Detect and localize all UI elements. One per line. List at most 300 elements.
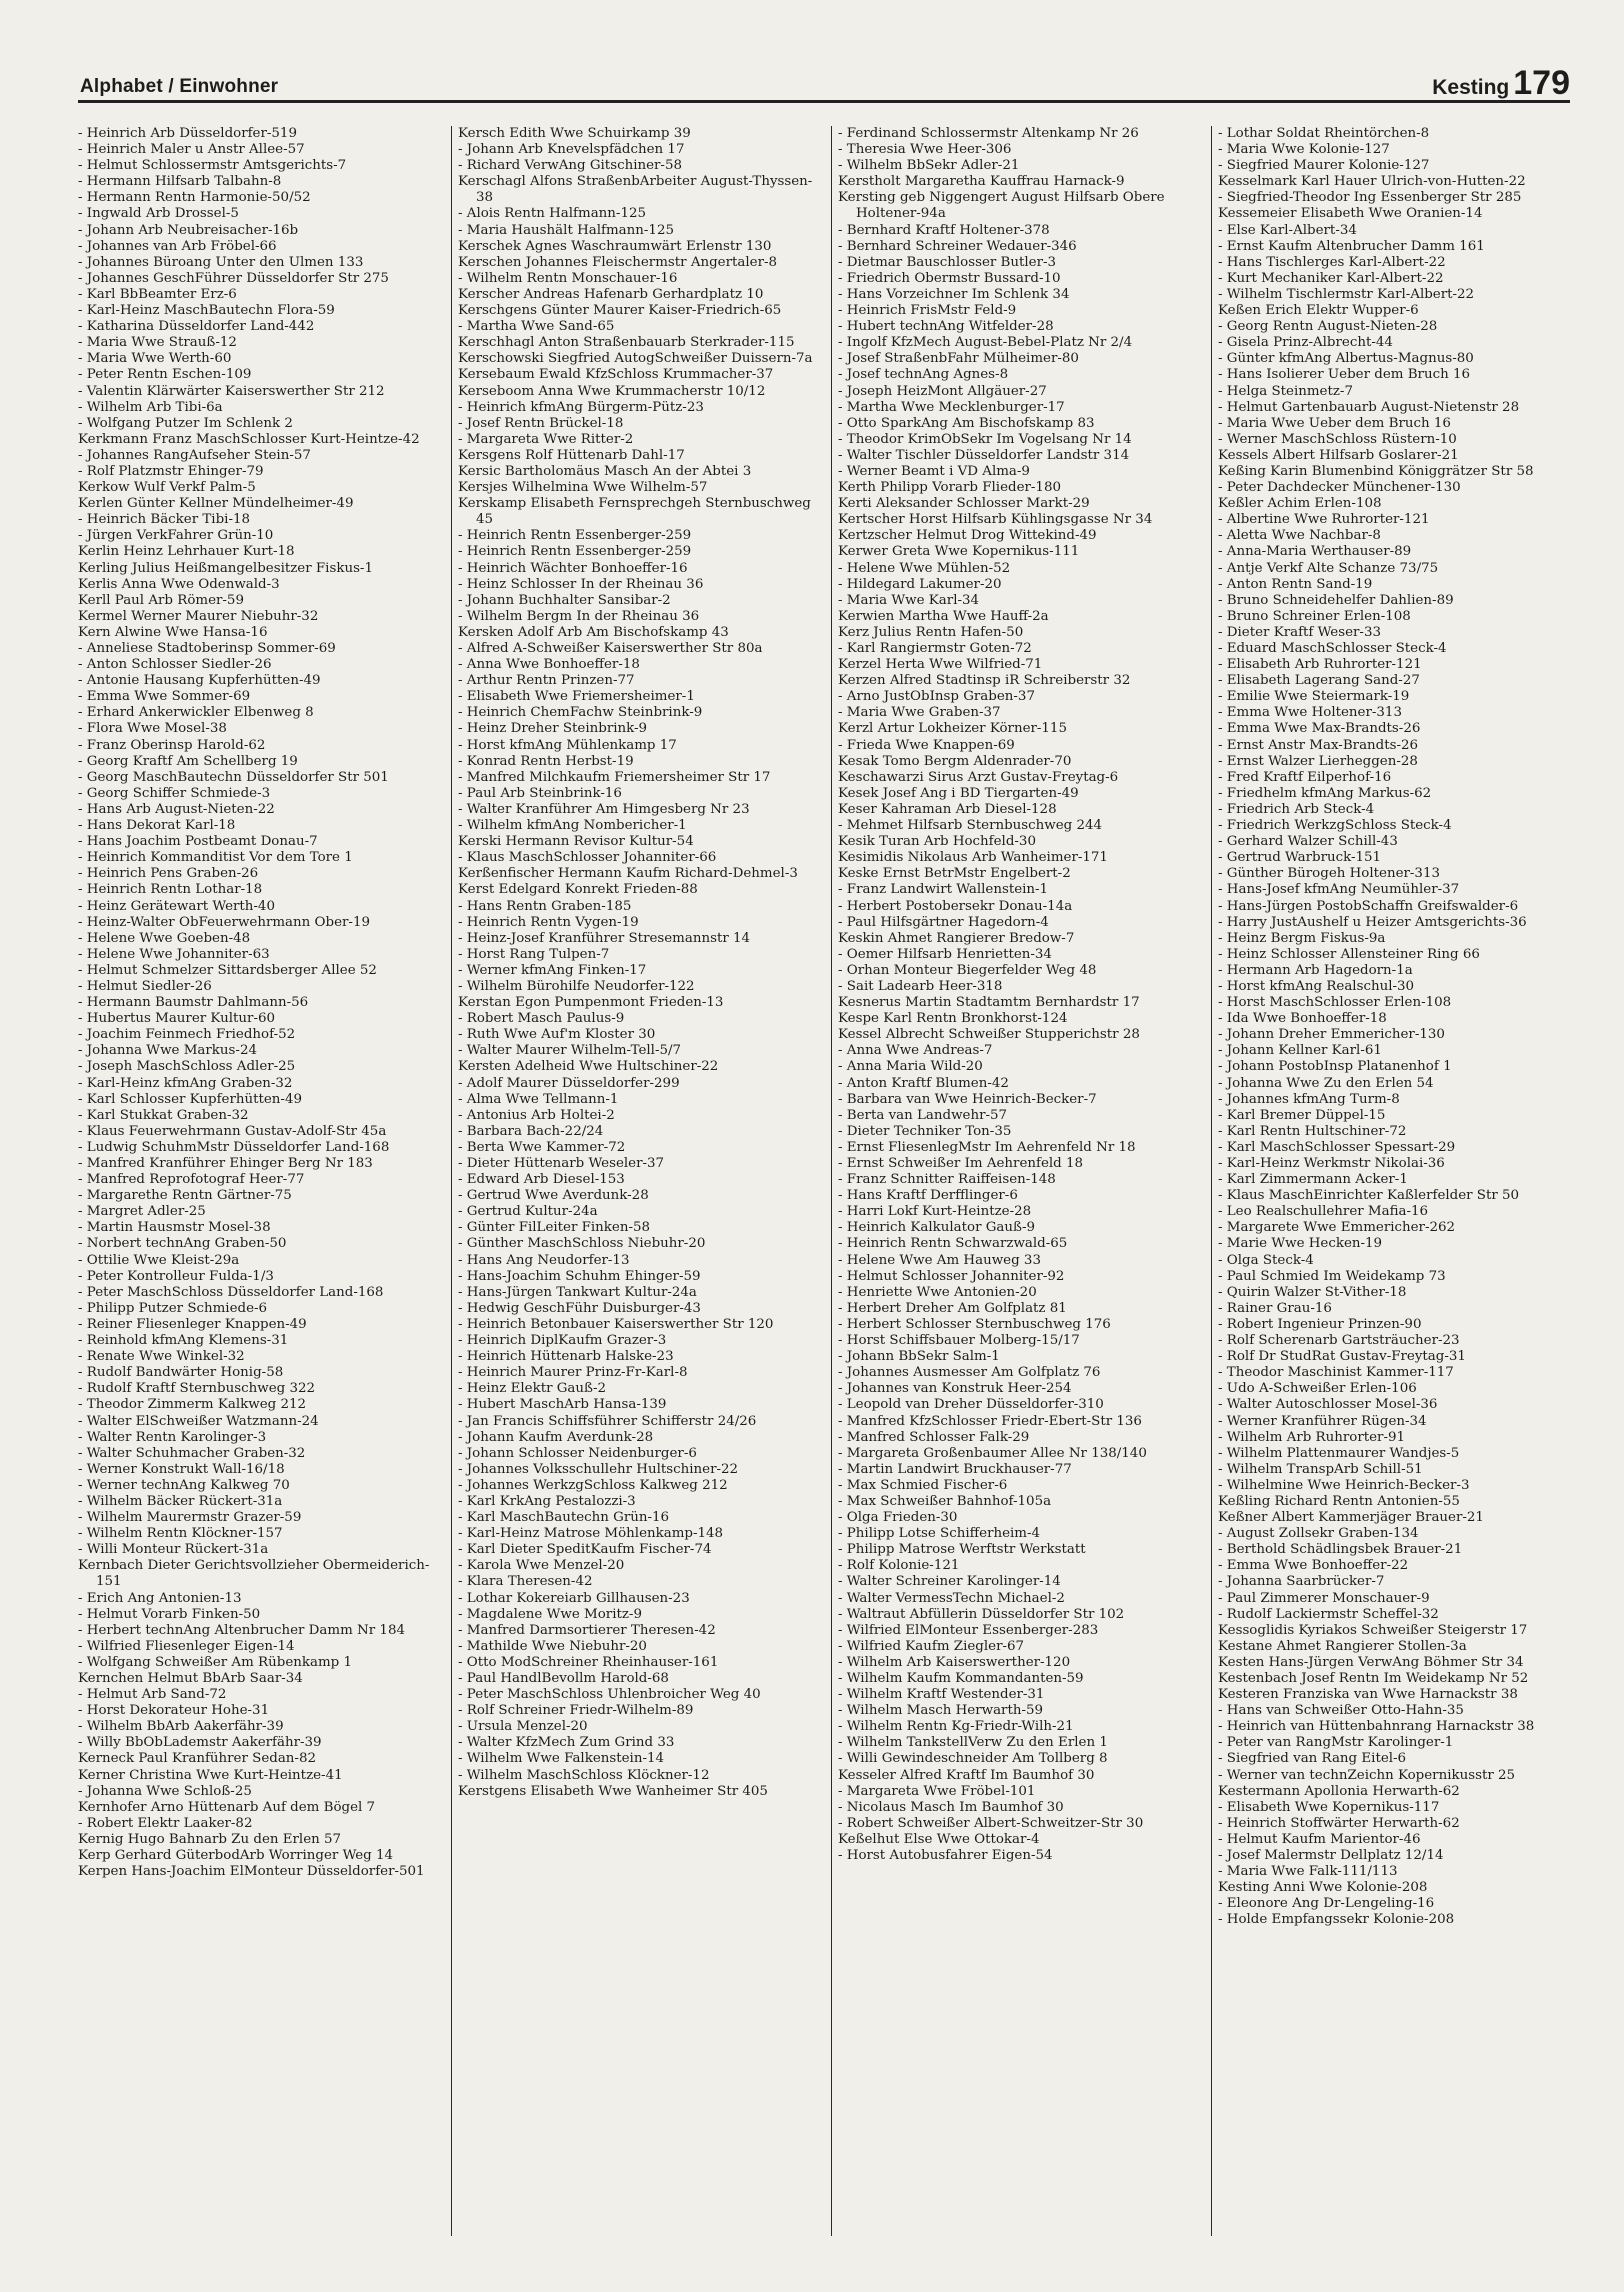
directory-entry: - Paul HandlBevollm Harold-68: [458, 1671, 669, 1686]
directory-entry: - Bernhard Schreiner Wedauer-346: [838, 238, 1077, 254]
directory-entry: Keßen Erich Elektr Wupper-6: [1218, 303, 1419, 319]
directory-entry: - Rolf Kolonie-121: [838, 1558, 960, 1574]
directory-entry: - Ludwig SchuhmMstr Düsseldorfer Land-168: [78, 1139, 390, 1155]
directory-entry: - Walter Tischler Düsseldorfer Landstr 314: [838, 447, 1130, 463]
directory-entry: - Johanna Saarbrücker-7: [1218, 1574, 1385, 1590]
directory-entry: - Wilhelm Bergm In der Rheinau 36: [458, 608, 700, 624]
directory-entry: - Heinrich Wächter Bonhoeffer-16: [458, 560, 688, 576]
directory-entry: - Anna Wwe Bonhoeffer-18: [458, 657, 640, 673]
directory-entry: Kesselmark Karl Hauer Ulrich-von-Hutten-22: [1218, 174, 1526, 190]
directory-entry: - Günther MaschSchloss Niebuhr-20: [458, 1236, 706, 1252]
directory-entry: - Elisabeth Lagerang Sand-27: [1218, 673, 1420, 689]
directory-entry: - Elisabeth Arb Ruhrorter-121: [1218, 657, 1422, 673]
directory-entry: - Johann Kellner Karl-61: [1218, 1043, 1382, 1059]
directory-entry: - Wilhelm Plattenmaurer Wandjes-5: [1218, 1445, 1460, 1461]
directory-entry: - Wilhelm TranspArb Schill-51: [1218, 1461, 1423, 1477]
column-4: [1218, 126, 1586, 2236]
directory-entry: - Joachim Feinmech Friedhof-52: [78, 1027, 296, 1043]
directory-entry: - Werner MaschSchloss Rüstern-10: [1218, 431, 1457, 447]
directory-entry: Kern Alwine Wwe Hansa-16: [78, 624, 268, 640]
directory-entry: - Barbara Bach-22/24: [458, 1123, 604, 1139]
directory-entry: - Maria Wwe Karl-34: [838, 592, 980, 608]
directory-entry: Keske Ernst BetrMstr Engelbert-2: [838, 866, 1071, 882]
directory-entry: Kersken Adolf Arb Am Bischofskamp 43: [458, 624, 729, 640]
directory-entry: - Wilfried Fliesenleger Eigen-14: [78, 1638, 295, 1654]
directory-entry: - Max Schweißer Bahnhof-105a: [838, 1493, 1052, 1509]
directory-entry: - Margareta Wwe Fröbel-101: [838, 1783, 1036, 1799]
directory-entry: Keßner Albert Kammerjäger Brauer-21: [1218, 1510, 1484, 1526]
directory-entry: Kesting Anni Wwe Kolonie-208: [1218, 1880, 1428, 1896]
directory-entry: - Otto ModSchreiner Rheinhauser-161: [458, 1654, 719, 1670]
directory-entry: - Hans Ang Neudorfer-13: [458, 1252, 630, 1268]
directory-entry: Keßler Achim Erlen-108: [1218, 496, 1382, 512]
directory-entry: - Werner Kranführer Rügen-34: [1218, 1413, 1427, 1429]
directory-entry: - Friedrich Obermstr Bussard-10: [838, 270, 1061, 286]
directory-entry: Kerskamp Elisabeth Fernsprechgeh Sternbuschweg 45: [458, 496, 811, 528]
directory-entry: - Bruno Schreiner Erlen-108: [1218, 608, 1411, 624]
directory-entry: - Heinz-Josef Kranführer Stresemannstr 14: [458, 930, 751, 946]
directory-entry: - Helga Steinmetz-7: [1218, 383, 1353, 399]
directory-entry: Kesak Tomo Bergm Aldenrader-70: [838, 753, 1072, 769]
directory-entry: - Johannes GeschFührer Düsseldorfer Str 275: [78, 270, 389, 286]
directory-entry: - Katharina Düsseldorfer Land-442: [78, 319, 315, 335]
directory-entry: - Wilhelm MaschSchloss Klöckner-12: [458, 1767, 710, 1783]
directory-entry: - Theodor KrimObSekr Im Vogelsang Nr 14: [838, 431, 1132, 447]
directory-entry: Kerski Hermann Revisor Kultur-54: [458, 834, 694, 850]
directory-entry: - Peter Rentn Eschen-109: [78, 367, 252, 383]
directory-entry: - Robert Ingenieur Prinzen-90: [1218, 1316, 1422, 1332]
directory-entry: - Wilhelm Masch Herwarth-59: [838, 1703, 1044, 1719]
directory-entry: - Wilhelm Rentn Klöckner-157: [78, 1526, 283, 1542]
directory-entry: - Helmut Schmelzer Sittardsberger Allee 52: [78, 962, 377, 978]
directory-entry: - Jürgen VerkFahrer Grün-10: [78, 528, 274, 544]
directory-entry: - Manfred Milchkaufm Friemersheimer Str 17: [458, 769, 771, 785]
directory-entry: - Heinz Schlosser In der Rheinau 36: [458, 576, 704, 592]
directory-entry: Kerschhagl Anton Straßenbauarb Sterkrader-115: [458, 335, 795, 351]
directory-entry: - Hans Vorzeichner Im Schlenk 34: [838, 286, 1070, 302]
directory-entry: - Wilfried Kaufm Ziegler-67: [838, 1638, 1025, 1654]
directory-entry: - Dieter Hüttenarb Weseler-37: [458, 1156, 665, 1171]
directory-entry: - Wilhelm Rentn Kg-Friedr-Wilh-21: [838, 1719, 1074, 1735]
directory-entry: - Bernhard Kraftf Holtener-378: [838, 222, 1050, 238]
directory-columns: [78, 126, 1570, 2246]
directory-entry: - Henriette Wwe Antonien-20: [838, 1284, 1037, 1300]
directory-entry: - Günter kfmAng Albertus-Magnus-80: [1218, 351, 1474, 367]
directory-entry: - Wilhelm Kaufm Kommandanten-59: [838, 1671, 1084, 1686]
directory-entry: Kerll Paul Arb Römer-59: [78, 592, 244, 608]
directory-entry: - Horst kfmAng Realschul-30: [1218, 978, 1415, 994]
directory-entry: - Margret Adler-25: [78, 1204, 206, 1220]
directory-entry: - Heinrich Rentn Schwarzwald-65: [838, 1236, 1068, 1252]
directory-entry: Kerlin Heinz Lehrhauer Kurt-18: [78, 544, 295, 560]
directory-entry: - Margareta Großenbaumer Allee Nr 138/140: [838, 1445, 1147, 1461]
directory-entry: Keßling Richard Rentn Antonien-55: [1218, 1493, 1460, 1509]
directory-entry: Kertzscher Helmut Drog Wittekind-49: [838, 528, 1097, 544]
directory-entry: - Ingwald Arb Drossel-5: [78, 206, 239, 222]
directory-entry: - Johannes kfmAng Turm-8: [1218, 1091, 1400, 1107]
directory-entry: Kernbach Dieter Gerichtsvollzieher Obermeiderich-151: [78, 1558, 430, 1590]
directory-entry: - Johanna Wwe Markus-24: [78, 1043, 257, 1059]
directory-entry: - Werner kfmAng Finken-17: [458, 962, 647, 978]
directory-entry: - Harry JustAushelf u Heizer Amtsgerichts-36: [1218, 914, 1527, 930]
directory-entry: - Anton Kraftf Blumen-42: [838, 1075, 1009, 1091]
directory-entry: Kersjes Wilhelmina Wwe Wilhelm-57: [458, 480, 708, 496]
directory-entry: - Alois Rentn Halfmann-125: [458, 206, 647, 222]
directory-entry: - Herbert Dreher Am Golfplatz 81: [838, 1300, 1067, 1316]
directory-entry: Kerp Gerhard GüterbodArb Worringer Weg 14: [78, 1848, 394, 1864]
directory-entry: - Wolfgang Putzer Im Schlenk 2: [78, 415, 293, 431]
directory-entry: - Johann Schlosser Neidenburger-6: [458, 1445, 697, 1461]
directory-entry: - Martin Landwirt Bruckhauser-77: [838, 1461, 1072, 1477]
directory-entry: - Hans-Joachim Schuhm Ehinger-59: [458, 1268, 701, 1284]
directory-entry: - Gerhard Walzer Schill-43: [1218, 834, 1398, 850]
directory-entry: - Emma Wwe Holtener-313: [1218, 705, 1402, 721]
directory-entry: - Hildegard Lakumer-20: [838, 576, 1002, 592]
directory-entry: - Klaus MaschEinrichter Kaßlerfelder Str 50: [1218, 1188, 1520, 1204]
directory-entry: Kersting geb Niggengert August Hilfsarb Obere Holtener-94a: [838, 190, 1165, 222]
directory-entry: - Horst Autobusfahrer Eigen-54: [838, 1848, 1053, 1864]
directory-entry: - Karl MaschSchlosser Spessart-29: [1218, 1139, 1456, 1155]
directory-entry: - Arno JustObInsp Graben-37: [838, 689, 1035, 705]
directory-entry: - Walter ElSchweißer Watzmann-24: [78, 1413, 319, 1429]
directory-entry: - Johanna Wwe Schloß-25: [78, 1783, 252, 1799]
directory-entry: - Heinrich Rentn Essenberger-259: [458, 528, 692, 544]
directory-entry: - Elisabeth Wwe Friemersheimer-1: [458, 689, 695, 705]
directory-entry: - Heinrich Betonbauer Kaiserswerther Str 120: [458, 1316, 774, 1332]
directory-entry: - Johann Dreher Emmericher-130: [1218, 1027, 1445, 1043]
directory-entry: - Hans-Jürgen PostobSchaffn Greifswalder-6: [1218, 898, 1519, 914]
directory-entry: - Philipp Putzer Schmiede-6: [78, 1300, 268, 1316]
column-divider: [831, 126, 832, 2236]
directory-entry: - Oemer Hilfsarb Henrietten-34: [838, 946, 1052, 962]
directory-entry: - Rudolf Bandwärter Honig-58: [78, 1365, 284, 1381]
directory-entry: - Johann PostobInsp Platanenhof 1: [1218, 1059, 1452, 1075]
directory-entry: Kertscher Horst Hilfsarb Kühlingsgasse Nr 34: [838, 512, 1153, 528]
directory-entry: - Kurt Mechaniker Karl-Albert-22: [1218, 270, 1444, 286]
directory-entry: - Heinz Elektr Gauß-2: [458, 1381, 607, 1397]
directory-entry: Kerschgens Günter Maurer Kaiser-Friedrich-65: [458, 303, 782, 319]
directory-entry: Kerzen Alfred Stadtinsp iR Schreiberstr 32: [838, 673, 1131, 689]
directory-entry: - Horst Schiffsbauer Molberg-15/17: [838, 1333, 1080, 1349]
directory-entry: - Friedrich Arb Steck-4: [1218, 801, 1375, 817]
directory-entry: - Rainer Grau-16: [1218, 1300, 1332, 1316]
directory-entry: - Karl-Heinz Matrose Möhlenkamp-148: [458, 1526, 724, 1542]
directory-entry: - Walter Maurer Wilhelm-Tell-5/7: [458, 1043, 682, 1059]
directory-entry: - Philipp Matrose Werftstr Werkstatt: [838, 1542, 1086, 1558]
directory-entry: - Karl Zimmermann Acker-1: [1218, 1172, 1408, 1188]
directory-entry: Kesten Hans-Jürgen VerwAng Böhmer Str 34: [1218, 1654, 1524, 1670]
directory-entry: - Adolf Maurer Düsseldorfer-299: [458, 1075, 680, 1091]
directory-entry: - Josef StraßenbFahr Mülheimer-80: [838, 351, 1079, 367]
directory-entry: - Harri Lokf Kurt-Heintze-28: [838, 1204, 1032, 1220]
directory-entry: - Heinrich Arb Düsseldorfer-519: [78, 126, 297, 141]
directory-entry: - Gertrud Wwe Averdunk-28: [458, 1188, 649, 1204]
directory-entry: - Josef Malermstr Dellplatz 12/14: [1218, 1848, 1444, 1864]
directory-entry: - Hubert MaschArb Hansa-139: [458, 1397, 667, 1413]
directory-entry: - Günther Bürogeh Holtener-313: [1218, 866, 1440, 882]
directory-entry: - Johannes RangAufseher Stein-57: [78, 447, 311, 463]
directory-entry: - Heinrich DiplKaufm Grazer-3: [458, 1333, 667, 1349]
directory-entry: - Werner Beamt i VD Alma-9: [838, 463, 1030, 479]
directory-entry: - Heinrich Stoffwärter Herwarth-62: [1218, 1815, 1460, 1831]
directory-entry: - Klara Theresen-42: [458, 1574, 593, 1590]
directory-entry: - Udo A-Schweißer Erlen-106: [1218, 1381, 1417, 1397]
directory-entry: - Quirin Walzer St-Vither-18: [1218, 1284, 1407, 1300]
directory-entry: - Anton Rentn Sand-19: [1218, 576, 1373, 592]
directory-entry: - Hubertus Maurer Kultur-60: [78, 1011, 276, 1027]
directory-entry: Kesik Turan Arb Hochfeld-30: [838, 834, 1036, 850]
directory-entry: Kestermann Apollonia Herwarth-62: [1218, 1783, 1460, 1799]
directory-entry: - Rudolf Kraftf Sternbuschweg 322: [78, 1381, 316, 1397]
directory-entry: - Johannes van Arb Fröbel-66: [78, 238, 277, 254]
directory-entry: - Else Karl-Albert-34: [1218, 222, 1357, 238]
directory-entry: - Friedrich WerkzgSchloss Steck-4: [1218, 818, 1452, 834]
directory-entry: Kerlen Günter Kellner Mündelheimer-49: [78, 496, 354, 512]
directory-entry: - Anton Schlosser Siedler-26: [78, 657, 272, 673]
directory-entry: - Mehmet Hilfsarb Sternbuschweg 244: [838, 818, 1103, 834]
directory-entry: - Wolfgang Schweißer Am Rübenkamp 1: [78, 1654, 353, 1670]
directory-entry: - Heinrich Rentn Lothar-18: [78, 882, 263, 898]
directory-entry: - Alfred A-Schweißer Kaiserswerther Str 80a: [458, 641, 763, 656]
directory-entry: - Heinz Dreher Steinbrink-9: [458, 721, 648, 737]
directory-entry: Kerschowski Siegfried AutogSchweißer Duissern-7a: [458, 351, 813, 367]
directory-entry: - Herbert Schlosser Sternbuschweg 176: [838, 1316, 1111, 1332]
directory-entry: - Reiner Fliesenleger Knappen-49: [78, 1316, 307, 1332]
directory-entry: Kerwer Greta Wwe Kopernikus-111: [838, 544, 1080, 560]
directory-entry: - Johann Buchhalter Sansibar-2: [458, 592, 671, 608]
directory-entry: - Wilhelm Maurermstr Grazer-59: [78, 1510, 302, 1526]
directory-entry: - Dieter Techniker Ton-35: [838, 1123, 1012, 1139]
directory-entry: - Wilhelm Arb Ruhrorter-91: [1218, 1429, 1406, 1445]
directory-entry: Kerpen Hans-Joachim ElMonteur Düsseldorfer-501: [78, 1864, 425, 1880]
directory-entry: - Franz Oberinsp Harold-62: [78, 737, 266, 753]
directory-entry: - Paul Arb Steinbrink-16: [458, 785, 622, 801]
directory-entry: - Klaus MaschSchlosser Johanniter-66: [458, 850, 717, 866]
directory-entry: Kersten Adelheid Wwe Hultschiner-22: [458, 1059, 719, 1075]
directory-entry: - Ferdinand Schlossermstr Altenkamp Nr 26: [838, 126, 1139, 141]
directory-entry: - Hans Isolierer Ueber dem Bruch 16: [1218, 367, 1470, 383]
directory-entry: - Willi Gewindeschneider Am Tollberg 8: [838, 1751, 1108, 1767]
directory-entry: - Friedhelm kfmAng Markus-62: [1218, 785, 1432, 801]
directory-entry: - Hans Arb August-Nieten-22: [78, 801, 275, 817]
directory-entry: - Willy BbObLademstr Aakerfähr-39: [78, 1735, 322, 1751]
directory-entry: - Aletta Wwe Nachbar-8: [1218, 528, 1381, 544]
page-number: 179: [1513, 64, 1570, 102]
directory-entry: - Erich Ang Antonien-13: [78, 1590, 242, 1606]
directory-entry: - Karola Wwe Menzel-20: [458, 1558, 625, 1574]
directory-entry: Kerkmann Franz MaschSchlosser Kurt-Heintze-42: [78, 431, 420, 447]
directory-entry: - Ursula Menzel-20: [458, 1719, 588, 1735]
directory-entry: Keßelhut Else Wwe Ottokar-4: [838, 1831, 1040, 1847]
directory-entry: - Karl BbBeamter Erz-6: [78, 286, 237, 302]
directory-entry: - Leopold van Dreher Düsseldorfer-310: [838, 1397, 1104, 1413]
directory-entry: - Horst Dekorateur Hohe-31: [78, 1703, 270, 1719]
directory-entry: - Erhard Ankerwickler Elbenweg 8: [78, 705, 314, 721]
directory-entry: - Hubert technAng Witfelder-28: [838, 319, 1054, 335]
directory-entry: - Magdalene Wwe Moritz-9: [458, 1606, 642, 1622]
directory-entry: - Orhan Monteur Biegerfelder Weg 48: [838, 962, 1097, 978]
directory-entry: - Berta van Landwehr-57: [838, 1107, 1008, 1123]
directory-entry: - Manfred KfzSchlosser Friedr-Ebert-Str 136: [838, 1413, 1142, 1429]
directory-entry: - Wilhelm Arb Tibi-6a: [78, 399, 223, 415]
directory-entry: - Horst Rang Tulpen-7: [458, 946, 610, 962]
directory-entry: Kerkow Wulf Verkf Palm-5: [78, 480, 256, 496]
directory-entry: - Ernst Schweißer Im Aehrenfeld 18: [838, 1156, 1084, 1171]
directory-entry: - Peter MaschSchloss Uhlenbroicher Weg 40: [458, 1687, 761, 1703]
directory-entry: - Maria Wwe Ueber dem Bruch 16: [1218, 415, 1451, 431]
directory-entry: - Peter Dachdecker Münchener-130: [1218, 480, 1461, 496]
directory-entry: - Wilhelm BbArb Aakerfähr-39: [78, 1719, 284, 1735]
directory-entry: - Heinrich Bäcker Tibi-18: [78, 512, 251, 528]
directory-entry: - Dieter Kraftf Weser-33: [1218, 624, 1381, 640]
directory-entry: - Wilhelm BbSekr Adler-21: [838, 158, 1020, 174]
directory-entry: - Berthold Schädlingsbek Brauer-21: [1218, 1542, 1463, 1558]
directory-entry: Keskin Ahmet Rangierer Bredow-7: [838, 930, 1075, 946]
directory-entry: Kerschagl Alfons StraßenbArbeiter August-Thyssen-38: [458, 174, 813, 206]
directory-entry: Kessel Albrecht Schweißer Stupperichstr 28: [838, 1027, 1140, 1043]
directory-entry: Kernig Hugo Bahnarb Zu den Erlen 57: [78, 1831, 342, 1847]
directory-entry: - Lothar Kokereiarb Gillhausen-23: [458, 1590, 690, 1606]
directory-entry: - Walter Schuhmacher Graben-32: [78, 1445, 306, 1461]
directory-entry: - Emilie Wwe Steiermark-19: [1218, 689, 1410, 705]
directory-entry: - Helmut Siedler-26: [78, 978, 212, 994]
column-divider: [1211, 126, 1212, 2236]
directory-entry: - Hermann Baumstr Dahlmann-56: [78, 995, 309, 1011]
directory-entry: - Karl Dieter SpeditKaufm Fischer-74: [458, 1542, 712, 1558]
directory-entry: Kernhofer Arno Hüttenarb Auf dem Bögel 7: [78, 1799, 376, 1815]
directory-entry: - Wilhelm Rentn Monschauer-16: [458, 270, 678, 286]
directory-entry: - Hermann Arb Hagedorn-1a: [1218, 962, 1413, 978]
directory-entry: Kersic Bartholomäus Masch An der Abtei 3: [458, 463, 752, 479]
directory-entry: - Paul Schmied Im Weidekamp 73: [1218, 1268, 1446, 1284]
directory-entry: - Elisabeth Wwe Kopernikus-117: [1218, 1799, 1440, 1815]
directory-entry: - Martha Wwe Mecklenburger-17: [838, 399, 1065, 415]
directory-entry: - Horst MaschSchlosser Erlen-108: [1218, 995, 1452, 1011]
directory-entry: - Ernst Walzer Lierheggen-28: [1218, 753, 1418, 769]
directory-entry: - Wilhelm Bürohilfe Neudorfer-122: [458, 978, 695, 994]
directory-entry: - Margarete Wwe Emmericher-262: [1218, 1220, 1456, 1236]
directory-entry: - Peter van RangMstr Karolinger-1: [1218, 1735, 1454, 1751]
directory-entry: - Johann BbSekr Salm-1: [838, 1349, 1000, 1365]
directory-entry: - Alma Wwe Tellmann-1: [458, 1091, 619, 1107]
directory-entry: - Helene Wwe Goeben-48: [78, 930, 251, 946]
directory-entry: - Olga Steck-4: [1218, 1252, 1314, 1268]
directory-entry: - Wilhelm Wwe Falkenstein-14: [458, 1751, 665, 1767]
directory-entry: - Arthur Rentn Prinzen-77: [458, 673, 635, 689]
directory-entry: - Heinz-Walter ObFeuerwehrmann Ober-19: [78, 914, 370, 930]
directory-entry: Keßing Karin Blumenbind Königgrätzer Str 58: [1218, 463, 1534, 479]
directory-entry: Kermel Werner Maurer Niebuhr-32: [78, 608, 319, 624]
directory-entry: Kerneck Paul Kranführer Sedan-82: [78, 1751, 316, 1767]
directory-entry: - Werner van technZeichn Kopernikusstr 25: [1218, 1767, 1516, 1783]
directory-entry: Kespe Karl Rentn Bronkhorst-124: [838, 1011, 1068, 1027]
directory-entry: - Ottilie Wwe Kleist-29a: [78, 1252, 240, 1268]
directory-entry: - Philipp Lotse Schifferheim-4: [838, 1526, 1041, 1542]
directory-entry: - Manfred Kranführer Ehinger Berg Nr 183: [78, 1156, 373, 1171]
directory-entry: - Rolf Dr StudRat Gustav-Freytag-31: [1218, 1349, 1466, 1365]
directory-entry: Kerzl Artur Lokheizer Körner-115: [838, 721, 1067, 737]
directory-entry: Kerstholt Margaretha Kauffrau Harnack-9: [838, 174, 1125, 190]
directory-entry: Kerst Edelgard Konrekt Frieden-88: [458, 882, 698, 898]
directory-entry: Kesseler Alfred Kraftf Im Baumhof 30: [838, 1767, 1095, 1783]
directory-entry: Kersgens Rolf Hüttenarb Dahl-17: [458, 447, 685, 463]
directory-entry: - Theresia Wwe Heer-306: [838, 142, 1012, 158]
directory-entry: - Wilhelmine Wwe Heinrich-Becker-3: [1218, 1477, 1470, 1493]
directory-entry: - Antonie Hausang Kupferhütten-49: [78, 673, 321, 689]
directory-entry: - Heinz Bergm Fiskus-9a: [1218, 930, 1386, 946]
directory-entry: - Karl MaschBautechn Grün-16: [458, 1510, 670, 1526]
directory-entry: Kerlis Anna Wwe Odenwald-3: [78, 576, 280, 592]
directory-entry: - Johannes Büroang Unter den Ulmen 133: [78, 254, 364, 270]
directory-entry: - Ernst Kaufm Altenbrucher Damm 161: [1218, 238, 1485, 254]
directory-entry: - Wilhelm kfmAng Nombericher-1: [458, 818, 687, 834]
directory-entry: - Rolf Platzmstr Ehinger-79: [78, 463, 264, 479]
directory-entry: - Heinrich kfmAng Bürgerm-Pütz-23: [458, 399, 704, 415]
directory-entry: - Helmut Vorarb Finken-50: [78, 1606, 261, 1622]
section-title: Alphabet / Einwohner: [80, 76, 279, 97]
directory-entry: - Marie Wwe Hecken-19: [1218, 1236, 1383, 1252]
directory-entry: - Willi Monteur Rückert-31a: [78, 1542, 269, 1558]
directory-entry: - Ida Wwe Bonhoeffer-18: [1218, 1011, 1387, 1027]
directory-entry: - Flora Wwe Mosel-38: [78, 721, 227, 737]
directory-entry: - Manfred Reprofotograf Heer-77: [78, 1172, 305, 1188]
directory-entry: Kessels Albert Hilfsarb Goslarer-21: [1218, 447, 1459, 463]
directory-entry: - Wilhelm Arb Kaiserswerther-120: [838, 1654, 1071, 1670]
directory-entry: - Barbara van Wwe Heinrich-Becker-7: [838, 1091, 1097, 1107]
directory-entry: - Anneliese Stadtoberinsp Sommer-69: [78, 641, 336, 656]
directory-entry: - Heinrich Kommanditist Vor dem Tore 1: [78, 850, 353, 866]
directory-entry: - Dietmar Bauschlosser Butler-3: [838, 254, 1057, 270]
directory-entry: - Emma Wwe Max-Brandts-26: [1218, 721, 1421, 737]
directory-entry: - Heinrich ChemFachw Steinbrink-9: [458, 705, 703, 721]
directory-entry: - Helmut Gartenbauarb August-Nietenstr 28: [1218, 399, 1520, 415]
directory-entry: - Karl-Heinz MaschBautechn Flora-59: [78, 303, 335, 319]
directory-entry: - Emma Wwe Sommer-69: [78, 689, 251, 705]
column-1: [78, 126, 446, 2236]
directory-entry: - Lothar Soldat Rheintörchen-8: [1218, 126, 1430, 141]
directory-entry: Kerstan Egon Pumpenmont Frieden-13: [458, 995, 724, 1011]
directory-entry: - Rudolf Lackiermstr Scheffel-32: [1218, 1606, 1439, 1622]
directory-entry: - Walter Rentn Karolinger-3: [78, 1429, 267, 1445]
directory-entry: - Franz Schnitter Raiffeisen-148: [838, 1172, 1056, 1188]
directory-entry: - Hans Joachim Postbeamt Donau-7: [78, 834, 318, 850]
directory-entry: - Max Schmied Fischer-6: [838, 1477, 1008, 1493]
directory-entry: - Horst kfmAng Mühlenkamp 17: [458, 737, 677, 753]
directory-entry: Kerz Julius Rentn Hafen-50: [838, 624, 1024, 640]
directory-entry: - Ingolf KfzMech August-Bebel-Platz Nr 2/4: [838, 335, 1133, 351]
directory-entry: - Joseph HeizMont Allgäuer-27: [838, 383, 1047, 399]
directory-entry: - Georg Schiffer Schmiede-3: [78, 785, 271, 801]
directory-entry: - Franz Landwirt Wallenstein-1: [838, 882, 1049, 898]
directory-entry: - Herbert technAng Altenbrucher Damm Nr 184: [78, 1622, 405, 1638]
directory-entry: - Margareta Wwe Ritter-2: [458, 431, 634, 447]
directory-entry: Kersch Edith Wwe Schuirkamp 39: [458, 126, 691, 141]
directory-entry: - Walter Kranführer Am Himgesberg Nr 23: [458, 801, 750, 817]
directory-entry: - Walter VermessTechn Michael-2: [838, 1590, 1065, 1606]
column-2: [458, 126, 826, 2236]
directory-entry: - Gertrud Kultur-24a: [458, 1204, 598, 1220]
directory-entry: - Klaus Feuerwehrmann Gustav-Adolf-Str 45a: [78, 1123, 387, 1139]
directory-entry: - Ernst FliesenlegMstr Im Aehrenfeld Nr 18: [838, 1139, 1136, 1155]
directory-entry: - Wilfried ElMonteur Essenberger-283: [838, 1622, 1099, 1638]
directory-entry: Kernchen Helmut BbArb Saar-34: [78, 1671, 303, 1686]
directory-entry: - Wilhelm Tischlermstr Karl-Albert-22: [1218, 286, 1475, 302]
directory-entry: - Georg Rentn August-Nieten-28: [1218, 319, 1438, 335]
directory-entry: Kerwien Martha Wwe Hauff-2a: [838, 608, 1049, 624]
directory-entry: Kesimidis Nikolaus Arb Wanheimer-171: [838, 850, 1108, 866]
directory-entry: - Johanna Wwe Zu den Erlen 54: [1218, 1075, 1434, 1091]
directory-entry: - Hans Kraftf Derfflinger-6: [838, 1188, 1018, 1204]
